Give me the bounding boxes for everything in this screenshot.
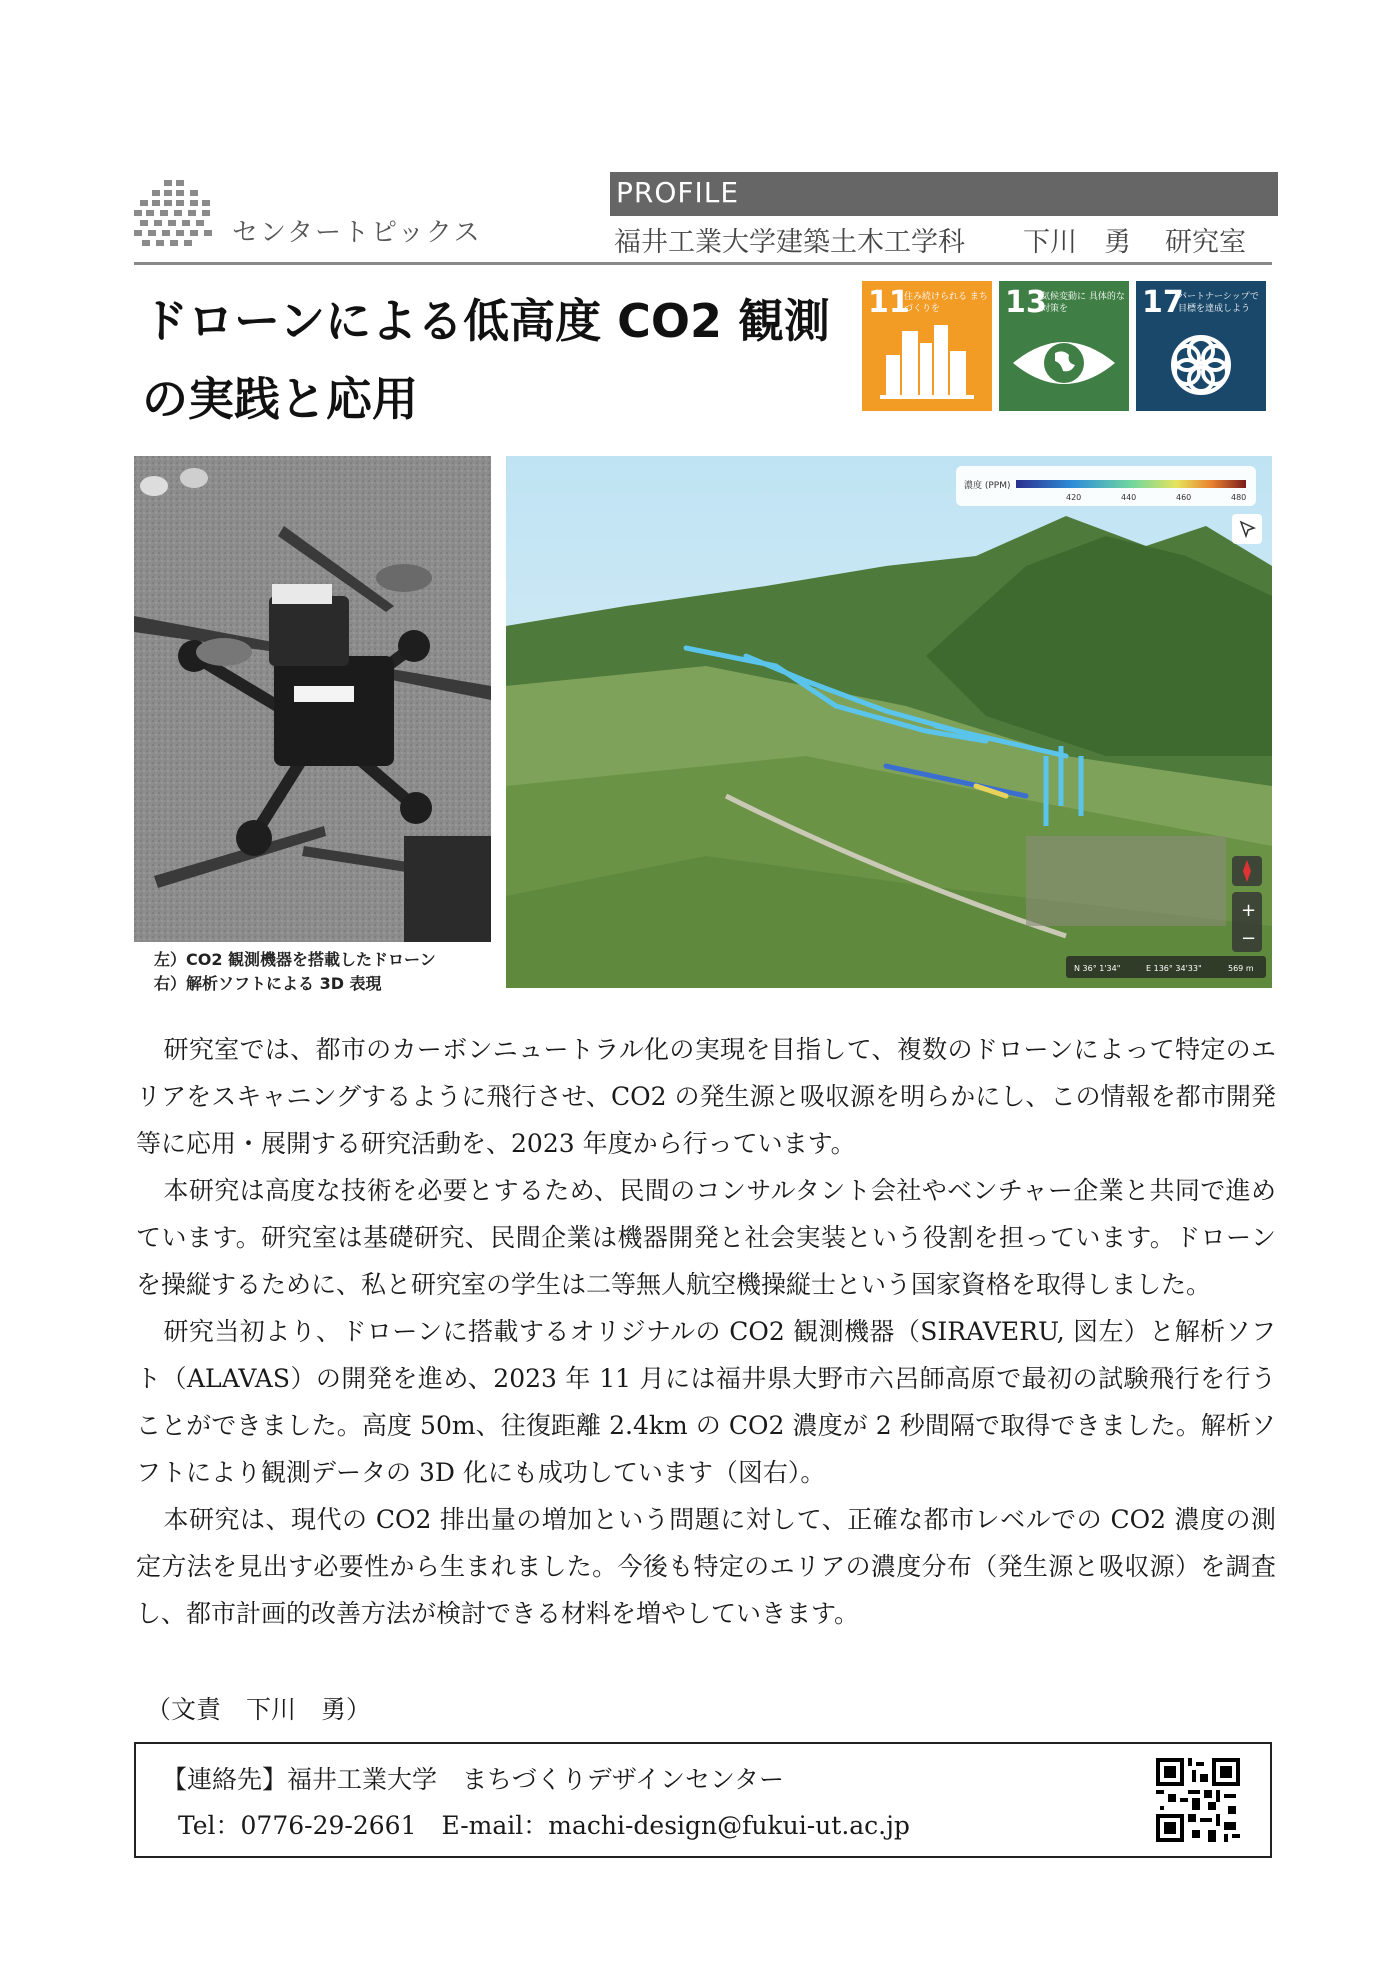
legend-tick: 480 [1231,493,1247,502]
section-label: センタートピックス [232,218,482,248]
paragraph-1: 研究室では、都市のカーボンニュートラル化の実現を目指して、複数のドローンによって特定のエリアをスキャニングするように飛行させ、CO2 の発生源と吸収源を明らかにし、この情報を都市開発等に応用・展開する研究活動を、2023 年度から行っています。 [136,1035,1276,1158]
sdg-text: パートナーシップで 目標を達成しよう [1178,292,1259,314]
sdg-text: 住み続けられる まちづくりを [904,292,988,314]
paragraph-4: 本研究は、現代の CO2 排出量の増加という問題に対して、正確な都市レベルでの CO2 濃度の測定方法を見出す必要性から生まれました。今後も特定のエリアの濃度分布（発生源と吸収源）を調査し、都市計画的改善方法が検討できる材料を増やしていきます。 [136,1505,1276,1628]
zoom-in-button[interactable]: + [1241,900,1257,921]
legend-tick: 460 [1176,493,1192,502]
legend-tick: 420 [1066,493,1082,502]
author-name: 下川 勇 [1023,227,1131,258]
pointer-button[interactable] [1232,514,1262,544]
sdg-number: 17 [1142,285,1184,320]
profile-label: PROFILE [616,176,740,209]
contact-label: 【連絡先】福井工業大学 まちづくりデザインセンター [162,1765,785,1794]
article-body [136,1026,1276,1637]
latitude: N 36° 1'34" [1074,964,1121,973]
caption-right: 右）解析ソフトによる 3D 表現 [154,974,382,993]
profile-line [614,220,1246,259]
author-credit: （文責 下川 勇） [146,1695,372,1724]
header-divider [134,262,1272,265]
sdg-number: 11 [868,285,910,320]
lab-label: 研究室 [1165,227,1246,258]
center-logo-icon [134,180,214,250]
longitude: E 136° 34'33" [1146,964,1202,973]
legend-colorbar [1016,480,1246,488]
sdg-11-tile [862,281,992,411]
title-line-2: の実践と応用 [142,372,418,426]
altitude: 569 m [1228,964,1254,973]
contact-box [134,1742,1272,1858]
affiliation: 福井工業大学建築土木工学科 [614,227,965,258]
paragraph-3: 研究当初より、ドローンに搭載するオリジナルの CO2 観測機器（SIRAVERU, 図左）と解析ソフト（ALAVAS）の開発を進め、2023 年 11 月には福井県大野市六呂師高原で最初の試験飛行を行うことができました。高度 50m、往復距離 2.4km の CO2 濃度が 2 秒間隔で取得できました。解析ソフトにより観測データの 3D 化にも成功しています（図右）。 [136,1317,1276,1487]
profile-bar [610,172,1278,216]
caption-left: 左）CO2 観測機器を搭載したドローン [154,950,436,969]
paragraph-2: 本研究は高度な技術を必要とするため、民間のコンサルタント会社やベンチャー企業と共同で進めています。研究室は基礎研究、民間企業は機器開発と社会実装という役割を担っています。ドローンを操縦するために、私と研究室の学生は二等無人航空機操縦士という国家資格を取得しました。 [136,1176,1276,1299]
sdg-number: 13 [1005,285,1047,320]
sdg-17-tile [1136,281,1266,411]
drone-photo [134,456,491,942]
zoom-out-button[interactable]: − [1241,928,1257,949]
3d-visualization-map [506,456,1272,988]
contact-details: Tel：0776-29-2661 E-mail：machi-design@fukui-ut.ac.jp [178,1811,910,1840]
qr-code-icon[interactable] [1156,1758,1240,1842]
sdg-text: 気候変動に 具体的な対策を [1041,292,1125,314]
legend-tick: 440 [1121,493,1137,502]
figure-caption [154,948,436,996]
legend-title: 濃度 (PPM) [964,481,1011,491]
sdg-13-tile [999,281,1129,411]
page-title [142,282,862,438]
title-line-1: ドローンによる低高度 CO2 観測 [142,294,830,348]
